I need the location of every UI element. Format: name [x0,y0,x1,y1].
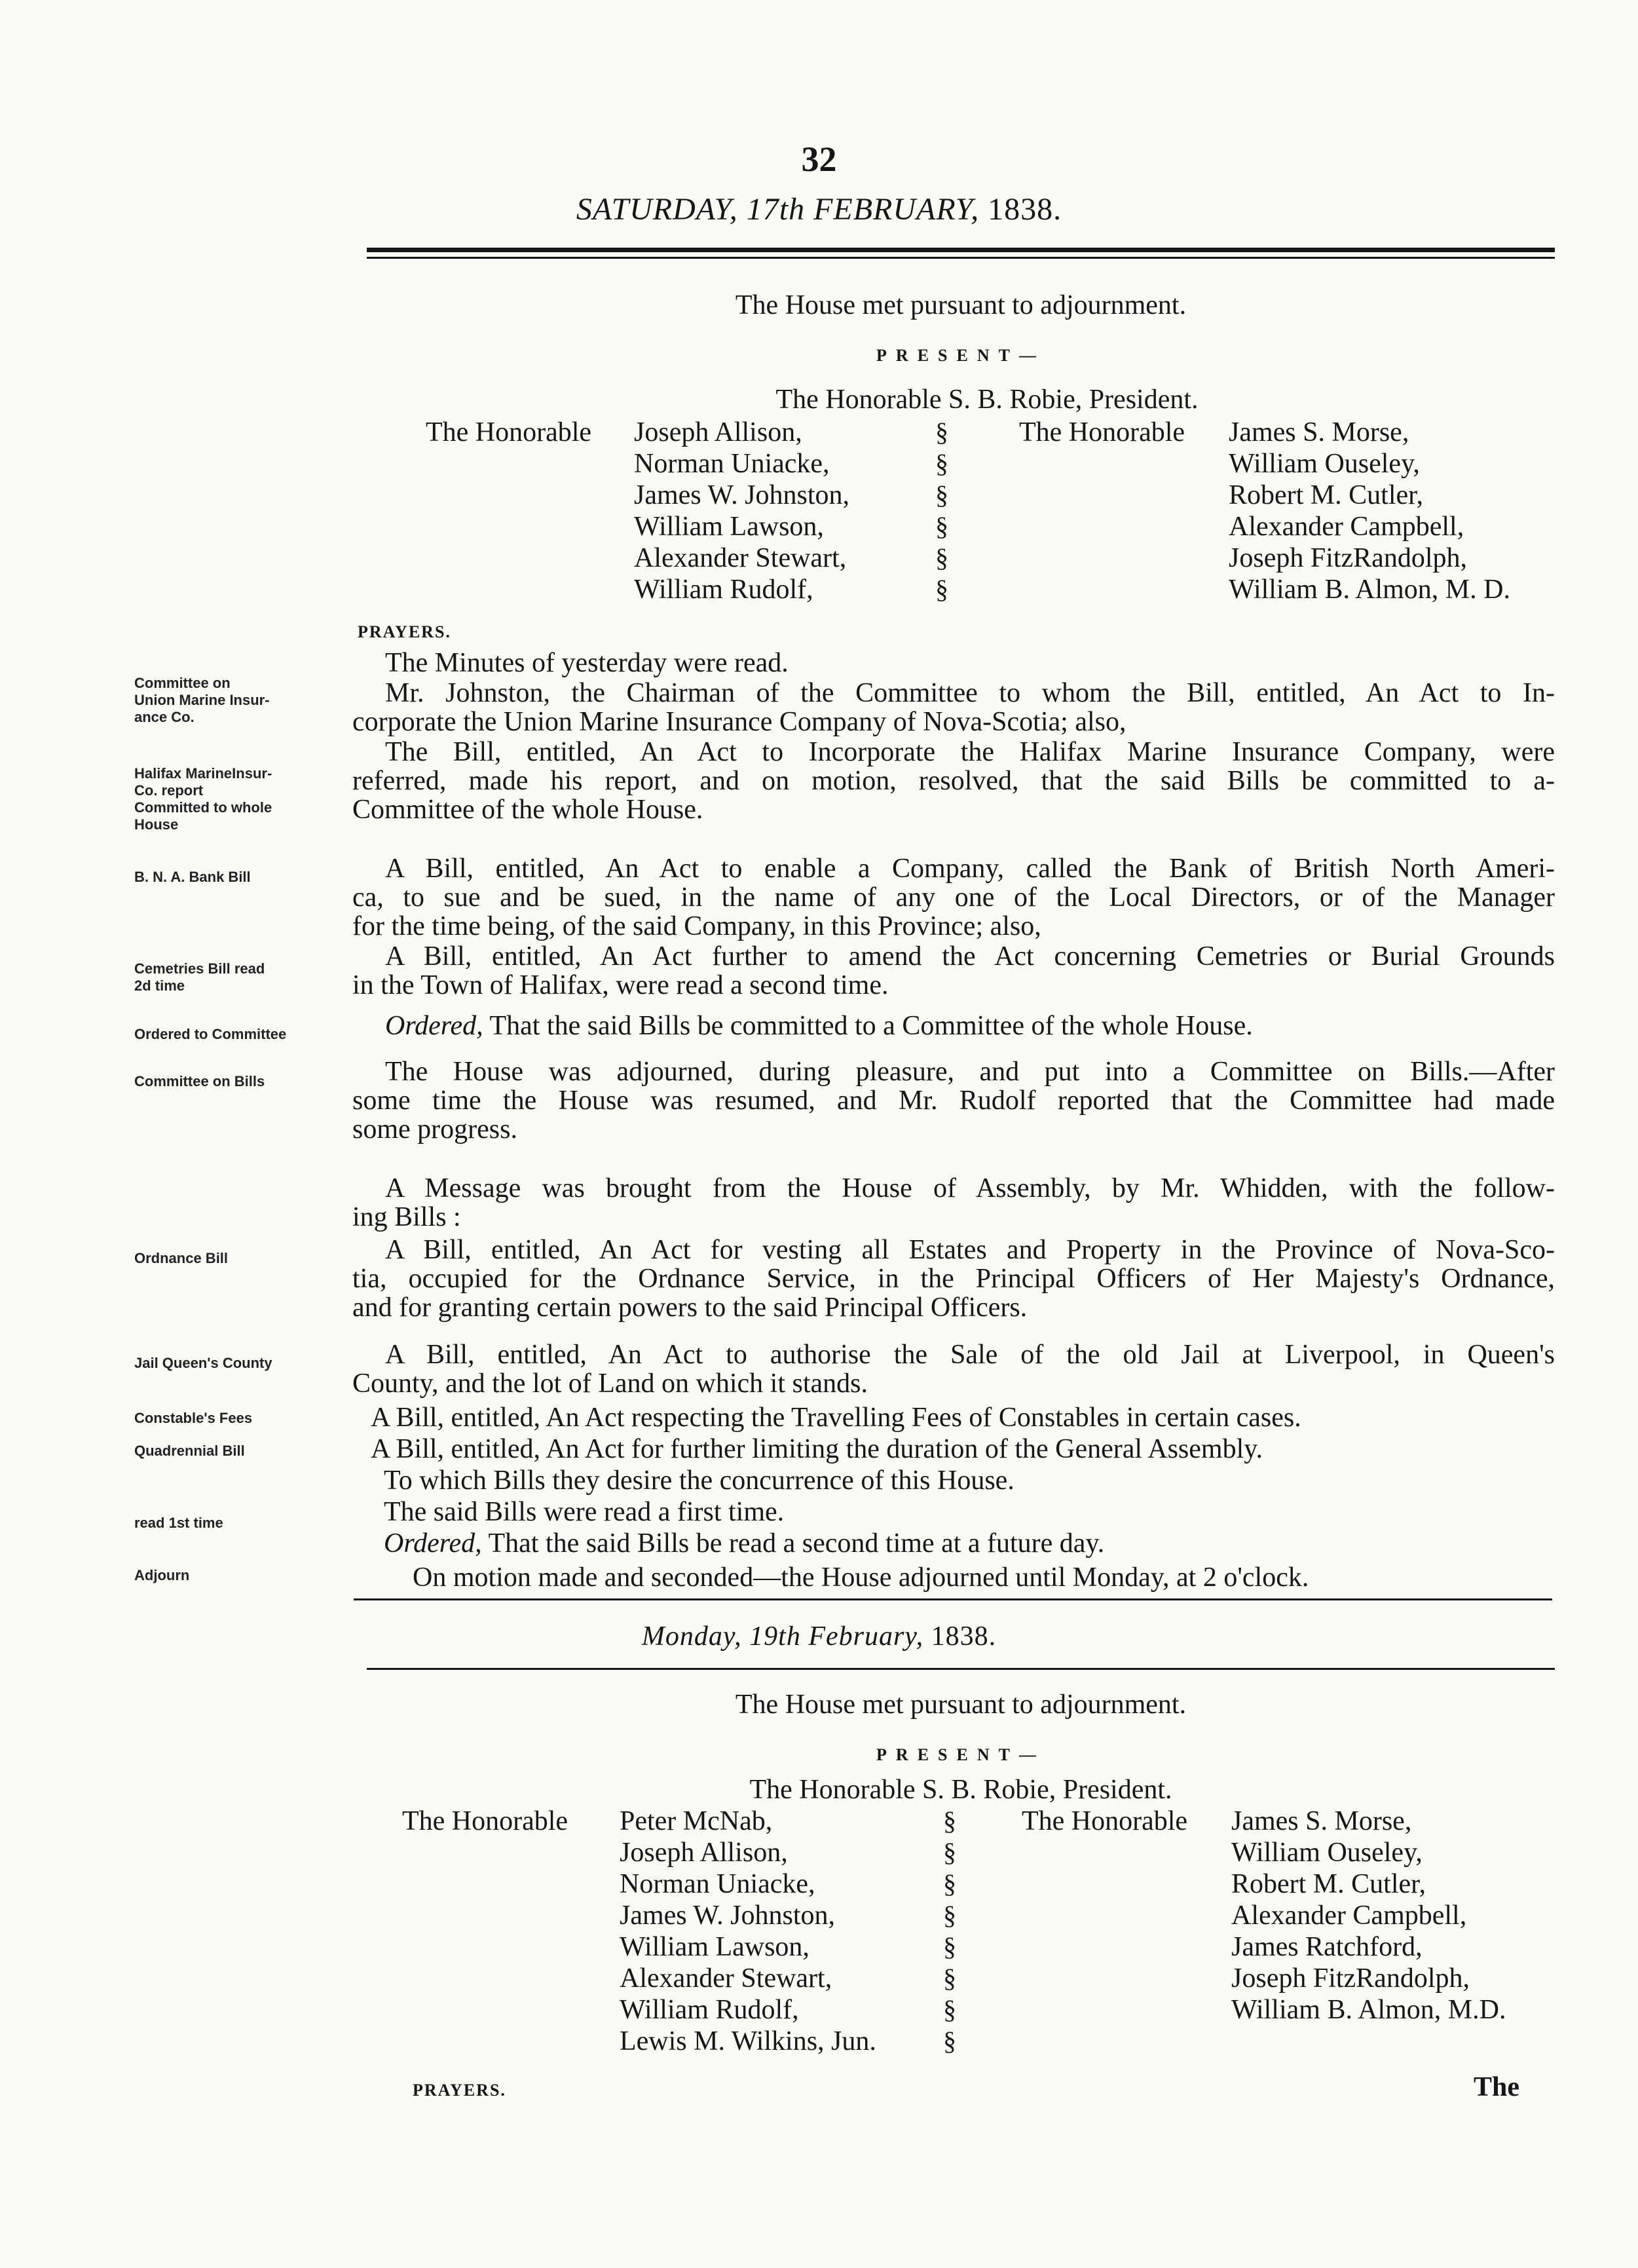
member-name: Joseph FitzRandolph, [1229,543,1467,573]
date-year: 1838. [988,192,1062,227]
text-line: referred, made his report, and on motion, resolved, that the said Bills be committed to a- [352,766,1555,795]
paragraph-johnston-report [352,679,1555,736]
paragraph-cemetries-bill [352,942,1555,1000]
paragraph-concurrence [352,1466,1555,1495]
margin-note-line: Quadrennial Bill [134,1443,245,1459]
text-line: A Bill, entitled, An Act for further limiting the duration of the General Assembly. [371,1435,1263,1464]
ordered-word: Ordered, [384,1529,482,1558]
member-name: Peter McNab, [620,1806,773,1836]
section-mark: § [935,575,948,604]
members-left-column [634,417,849,605]
date-month: 17th FEBRUARY, [746,192,980,227]
page-number: 32 [801,140,837,179]
margin-note-line: Jail Queen's County [134,1355,272,1371]
honorable-label-left: The Honorable [426,417,592,447]
member-name: James W. Johnston, [634,480,850,510]
session-date-heading [0,191,1638,227]
section-mark: § [935,417,948,447]
text-line: ca, to sue and be sued, in the name of any one of the Local Directors, or of the Manager [352,883,1555,912]
margin-note-line: ance Co. [134,709,195,725]
text-line: The said Bills were read a first time. [384,1498,785,1526]
member-name: Norman Uniacke, [620,1869,815,1899]
president-line: The Honorable S. B. Robie, President. [775,385,1199,415]
section-mark: § [943,1838,956,1867]
margin-note [134,869,344,886]
text-line: tia, occupied for the Ordnance Service, in the Principal Officers of Her Majesty's Ordnance, [352,1264,1555,1293]
met-line: The House met pursuant to adjournment. [735,1690,1187,1720]
paragraph-committee-on-bills [352,1057,1555,1144]
member-name: William Rudolf, [634,575,813,605]
member-name: James S. Morse, [1229,417,1409,447]
margin-note-line: Committee on Bills [134,1073,265,1089]
margin-note [134,1410,344,1427]
honorable-label-right: The Honorable [1022,1806,1188,1836]
margin-note [134,960,344,994]
paragraph-jail-bill [352,1340,1555,1398]
margin-note-line: Ordered to Committee [134,1026,287,1042]
margin-note [134,1355,344,1372]
text-line: The House was adjourned, during pleasure, and put into a Committee on Bills.—After [385,1057,1555,1086]
paragraph-quadrennial-bill [352,1435,1555,1464]
paragraph-halifax-bill [352,738,1555,824]
paragraph-ordered-committee [352,1011,1555,1040]
margin-note-line: Co. report [134,782,204,799]
member-name: William B. Almon, M.D. [1231,1995,1506,2025]
margin-note [134,1515,344,1532]
section-mark: § [935,449,948,478]
member-name: Robert M. Cutler, [1231,1869,1426,1899]
section-mark: § [935,512,948,541]
member-name: Joseph Allison, [634,417,802,447]
met-line: The House met pursuant to adjournment. [735,290,1187,320]
catchword: The [1474,2072,1520,2102]
text-line: A Bill, entitled, An Act to authorise the Sale of the old Jail at Liverpool, in Queen's [385,1340,1555,1369]
section-mark: § [943,1900,956,1930]
text-line: for the time being, of the said Company, in this Province; also, [352,912,1041,941]
text-line: A Bill, entitled, An Act to enable a Company, called the Bank of British North Ameri- [385,854,1555,883]
text-line: ing Bills : [352,1203,461,1232]
member-name: James W. Johnston, [620,1900,836,1931]
section-mark-column [935,417,948,605]
text-line: in the Town of Halifax, were read a second time. [352,971,889,1000]
paragraph-message [352,1174,1555,1232]
present-heading: PRESENT— [876,346,1045,365]
section-mark: § [943,1806,956,1836]
date-day: Monday, [641,1621,742,1652]
date-day: SATURDAY, [576,192,738,227]
text-line [352,1529,1555,1558]
margin-note [134,1026,344,1043]
margin-note [134,1443,344,1460]
member-name: Robert M. Cutler, [1229,480,1423,510]
text-line: The Minutes of yesterday were read. [385,649,789,677]
margin-note-line: read 1st time [134,1515,223,1531]
member-name: Alexander Campbell, [1231,1900,1467,1931]
member-name: William Rudolf, [620,1995,799,2025]
ordered-word: Ordered, [385,1011,483,1040]
paragraph-ordered-second-reading [352,1529,1555,1558]
margin-note [134,675,344,726]
margin-note-line: B. N. A. Bank Bill [134,869,251,885]
paragraph-constables-bill [352,1403,1555,1432]
ordered-text: That the said Bills be read a second time at a future day. [488,1529,1105,1558]
member-name: Alexander Campbell, [1229,512,1464,542]
member-name: Norman Uniacke, [634,449,830,479]
session2-date-heading [0,1621,1638,1652]
paragraph-ordnance-bill [352,1236,1555,1322]
margin-note-line: Union Marine Insur- [134,692,270,708]
margin-note-line: Adjourn [134,1567,190,1583]
margin-note-line: Halifax MarineInsur- [134,765,272,782]
text-line: County, and the lot of Land on which it stands. [352,1369,868,1398]
section-mark: § [943,1963,956,1993]
present-heading: PRESENT— [876,1745,1045,1764]
margin-note [134,765,344,833]
text-line [352,1011,1555,1040]
prayers-heading: PRAYERS. [413,2081,506,2100]
text-line: The Bill, entitled, An Act to Incorporate the Halifax Marine Insurance Company, were [385,738,1555,766]
text-line: To which Bills they desire the concurrence of this House. [384,1466,1014,1495]
text-line: On motion made and seconded—the House adjourned until Monday, at 2 o'clock. [413,1563,1309,1592]
date-month: 19th February, [749,1621,924,1652]
paragraph-bank-bill [352,854,1555,941]
double-rule-top [367,248,1555,252]
paragraph-minutes [352,649,1555,677]
honorable-label-left: The Honorable [402,1806,568,1836]
member-name: William Lawson, [620,1932,810,1962]
margin-note-line: Cemetries Bill read [134,960,265,977]
section-mark: § [935,480,948,510]
section-mark: § [943,1869,956,1899]
member-name: Joseph Allison, [620,1838,788,1868]
member-name: William B. Almon, M. D. [1229,575,1510,605]
margin-note-line: Ordnance Bill [134,1250,229,1266]
text-line: A Bill, entitled, An Act further to amend the Act concerning Cemetries or Burial Grounds [385,942,1555,971]
president-line: The Honorable S. B. Robie, President. [749,1775,1172,1805]
prayers-heading: PRAYERS. [358,622,451,641]
member-name: William Ouseley, [1229,449,1420,479]
members-right-column [1231,1805,1506,2026]
ordered-text: That the said Bills be committed to a Committee of the whole House. [489,1011,1253,1040]
margin-note-line: 2d time [134,977,185,994]
double-rule-bottom [367,257,1555,259]
member-name: Joseph FitzRandolph, [1231,1963,1470,1994]
text-line: some progress. [352,1115,517,1144]
section-mark: § [943,1995,956,2024]
text-line: and for granting certain powers to the said Principal Officers. [352,1293,1028,1322]
members-left-column [620,1805,876,2057]
section-mark: § [943,1932,956,1961]
member-name: William Lawson, [634,512,824,542]
text-line: Mr. Johnston, the Chairman of the Committee to whom the Bill, entitled, An Act to In- [385,679,1555,708]
section-mark-column [943,1805,956,2057]
text-line: A Bill, entitled, An Act for vesting all Estates and Property in the Province of Nova-Sco- [385,1236,1555,1264]
member-name: Alexander Stewart, [634,543,847,573]
margin-note [134,1250,344,1267]
member-name: James Ratchford, [1231,1932,1423,1962]
rule-under-adjourn [354,1598,1552,1600]
text-line: A Message was brought from the House of Assembly, by Mr. Whidden, with the follow- [385,1174,1555,1203]
text-line: some time the House was resumed, and Mr. Rudolf reported that the Committee had made [352,1086,1555,1115]
margin-note [134,1073,344,1090]
paragraph-adjourned [352,1563,1555,1592]
honorable-label-right: The Honorable [1019,417,1185,447]
member-name: William Ouseley, [1231,1838,1423,1868]
text-line: Committee of the whole House. [352,795,703,824]
members-right-column [1229,417,1510,605]
date-year: 1838. [931,1621,997,1652]
member-name: James S. Morse, [1231,1806,1412,1836]
rule-under-date [367,1668,1555,1670]
section-mark: § [943,2026,956,2056]
margin-note-line: Constable's Fees [134,1410,253,1426]
margin-note [134,1567,344,1584]
margin-note-line: Committee on [134,675,231,691]
member-name: Lewis M. Wilkins, Jun. [620,2026,876,2056]
margin-note-line: House [134,816,179,833]
paragraph-first-reading [352,1498,1555,1526]
margin-note-line: Committed to whole [134,799,272,816]
text-line: corporate the Union Marine Insurance Company of Nova-Scotia; also, [352,708,1126,736]
text-line: A Bill, entitled, An Act respecting the Travelling Fees of Constables in certain cases. [371,1403,1301,1432]
section-mark: § [935,543,948,573]
member-name: Alexander Stewart, [620,1963,832,1994]
